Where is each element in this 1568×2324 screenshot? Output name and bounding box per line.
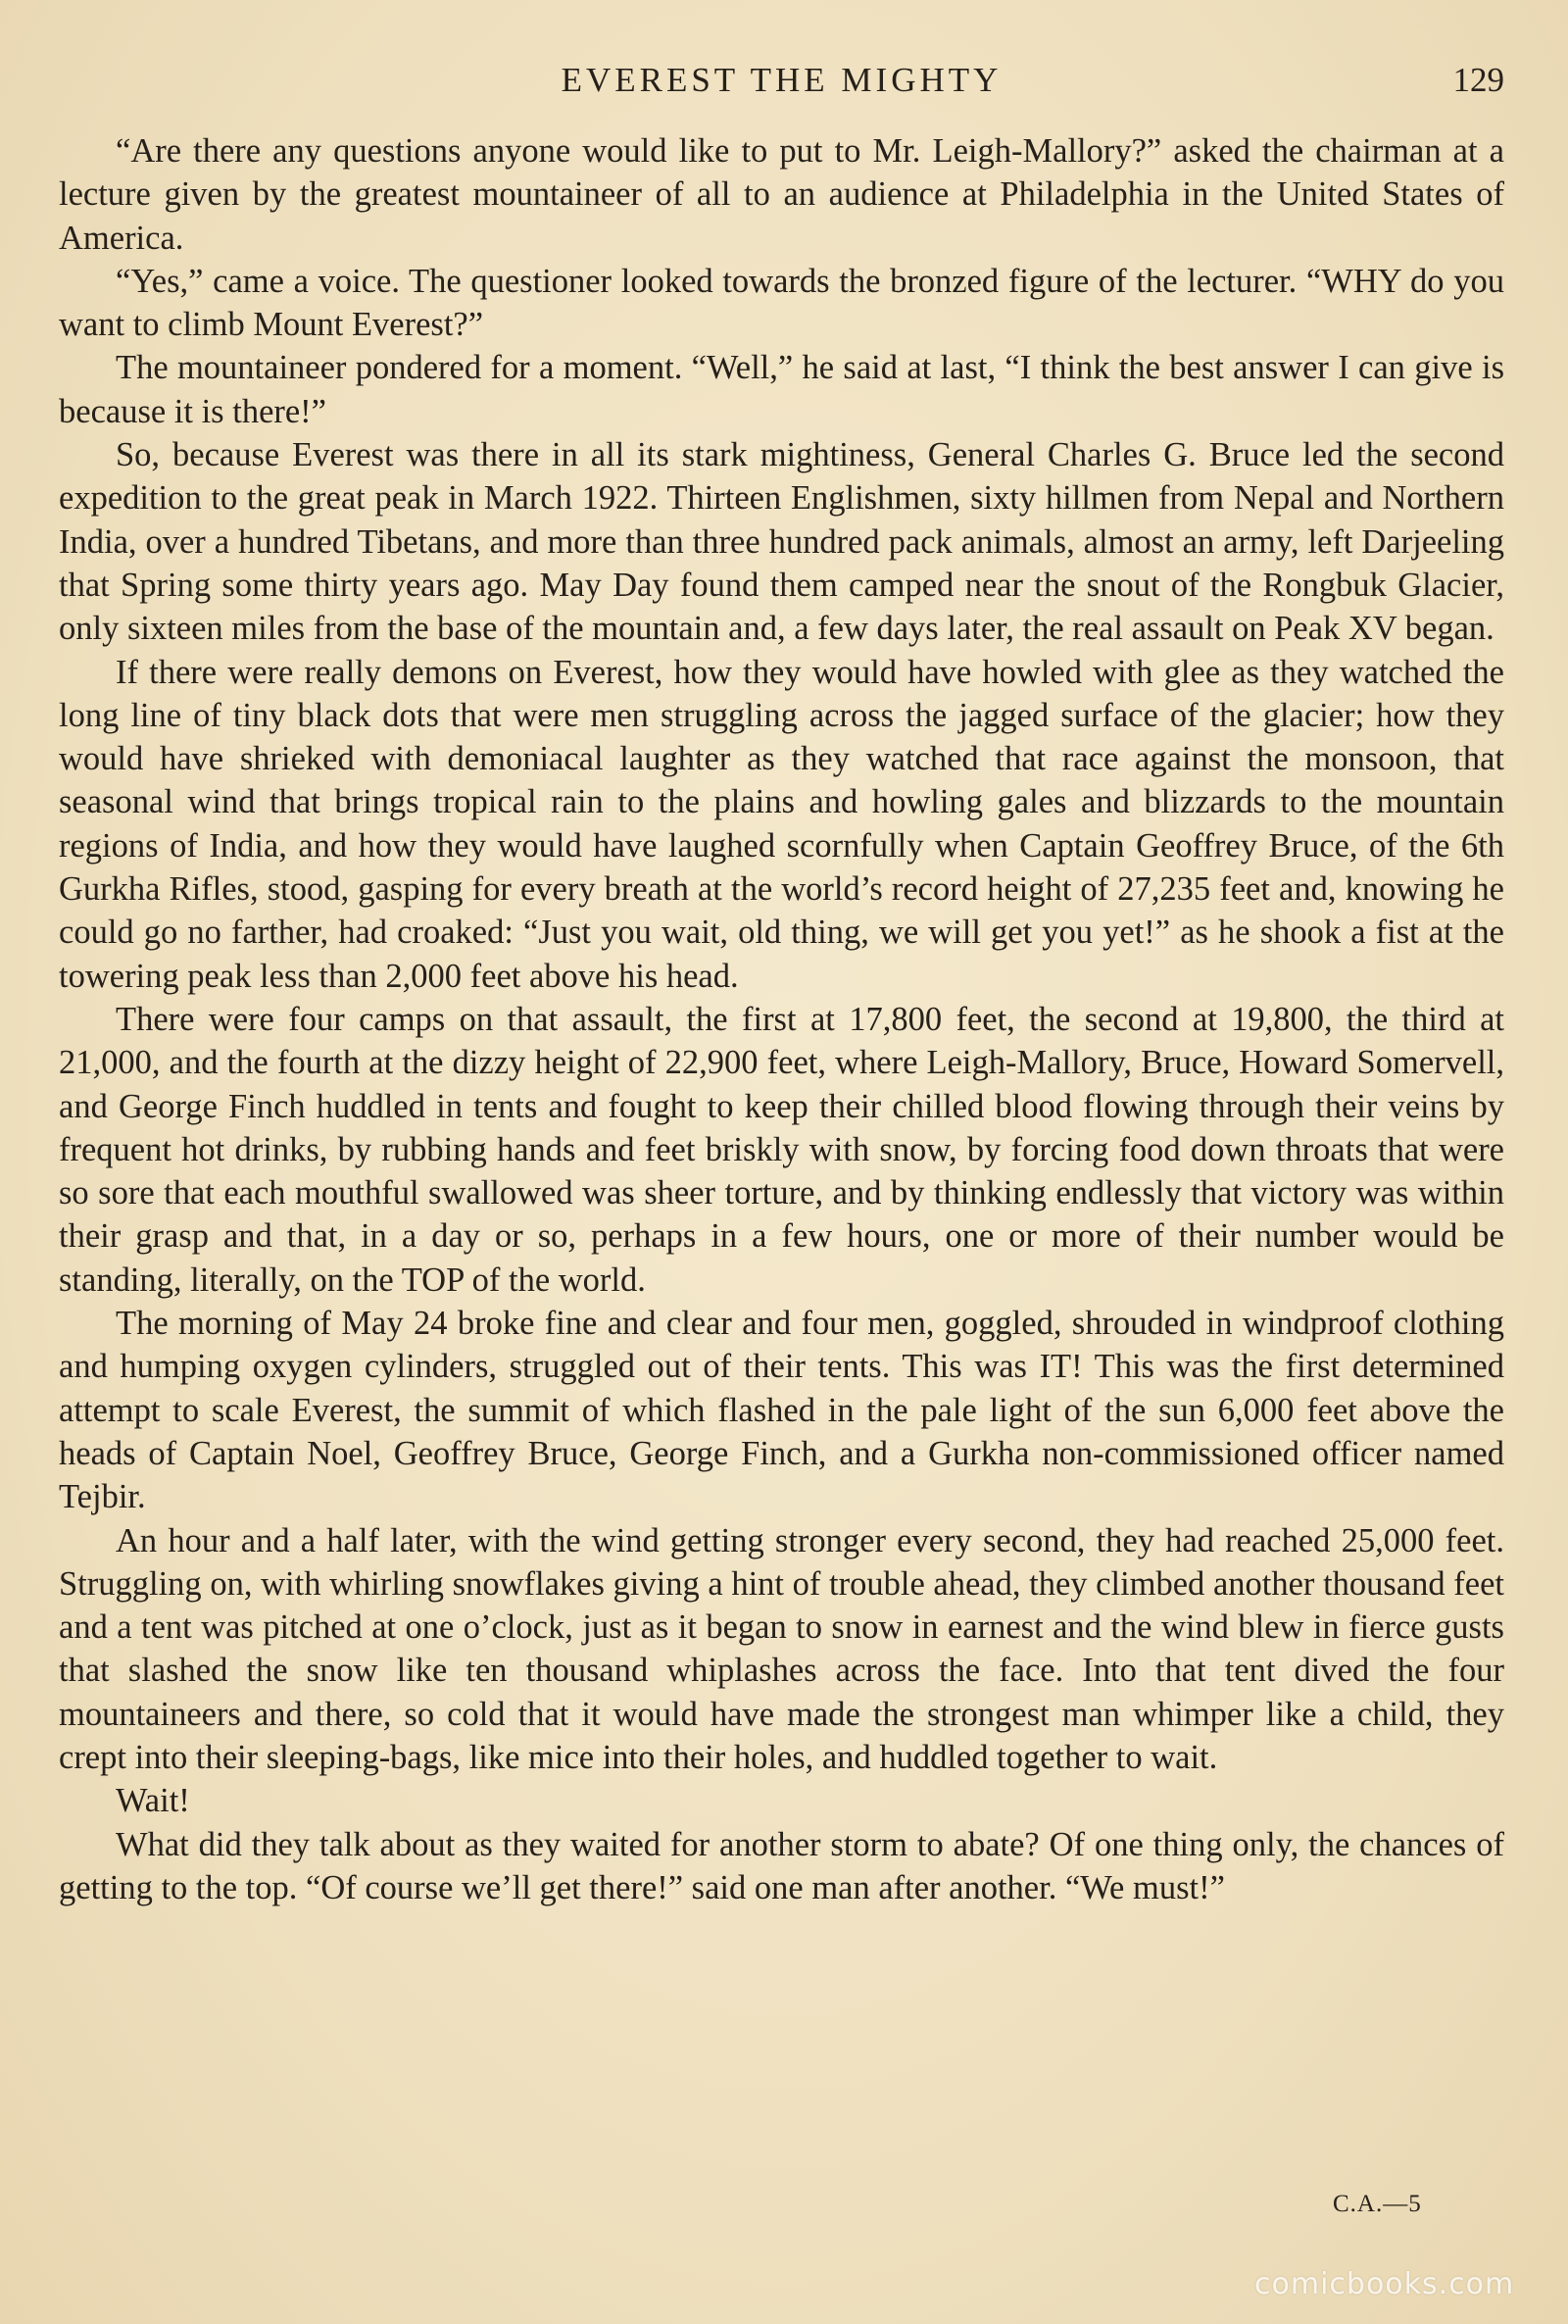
body-text	[59, 129, 1504, 1909]
paragraph: So, because Everest was there in all its stark mightiness, General Charles G. Bruce led the second expedition to the great peak in March 1922. Thirteen Englishmen, sixty hillmen from Nepal and Northern India, over a hundred Tibetans, and more than three hundred pack animals, almost an army, left Darjeeling that Spring some thirty years ago. May Day found them camped near the snout of the Rongbuk Glacier, only sixteen miles from the base of the mountain and, a few days later, the real assault on Peak XV began.	[59, 436, 1504, 648]
paragraph: If there were really demons on Everest, how they would have howled with glee as they watched the long line of tiny black dots that were men struggling across the jagged surface of the glacier; how they would have shrieked with demoniacal laughter as they watched that race against the monsoon, that seasonal wind that brings tropical rain to the plains and howling gales and blizzards to the mountain regions of India, and how they would have laughed scornfully when Captain Geoffrey Bruce, of the 6th Gurkha Rifles, stood, gasping for every breath at the world’s record height of 27,235 feet and, knowing he could go no farther, had croaked: “Just you wait, old thing, we will get you yet!” as he shook a fist at the towering peak less than 2,000 feet above his head.	[59, 653, 1504, 995]
watermark: comicbooks.com	[1254, 2267, 1515, 2301]
page-number: 129	[1452, 61, 1504, 99]
paragraph: “Are there any questions anyone would like to put to Mr. Leigh-Mallory?” asked the chairman at a lecture given by the greatest mountaineer of all to an audience at Philadelphia in the United States of America.	[59, 132, 1504, 257]
running-title: EVEREST THE MIGHTY	[561, 61, 1003, 99]
paragraph: The morning of May 24 broke fine and clear and four men, goggled, shrouded in windproof clothing and humping oxygen cylinders, struggled out of their tents. This was IT! This was the first determined attempt to scale Everest, the summit of which flashed in the pale light of the sun 6,000 feet above the heads of Captain Noel, Geoffrey Bruce, George Finch, and a Gurkha non-commissioned officer named Tejbir.	[59, 1305, 1504, 1516]
paragraph: The mountaineer pondered for a moment. “Well,” he said at last, “I think the best answer I can give is because it is there!”	[59, 349, 1504, 430]
paragraph: What did they talk about as they waited for another storm to abate? Of one thing only, the chances of getting to the top. “Of course we’ll get there!” said one man after another. “We must!”	[59, 1825, 1504, 1906]
paragraph: Wait!	[116, 1782, 190, 1820]
paragraph: There were four camps on that assault, the first at 17,800 feet, the second at 19,800, the third at 21,000, and the fourth at the dizzy height of 22,900 feet, where Leigh-Mallory, Bruce, Howard Somervell, and George Finch huddled in tents and fought to keep their chilled blood flowing through their veins by frequent hot drinks, by rubbing hands and feet briskly with snow, by forcing food down throats that were so sore that each mouthful swallowed was sheer torture, and by thinking endlessly that victory was within their grasp and that, in a day or so, perhaps in a few hours, one or more of their number would be standing, literally, on the TOP of the world.	[59, 1000, 1504, 1299]
signature-mark: C.A.—5	[1333, 2191, 1422, 2217]
paragraph: An hour and a half later, with the wind getting stronger every second, they had reached 25,000 feet. Struggling on, with whirling snowflakes giving a hint of trouble ahead, they climbed another thousand feet and a tent was pitched at one o’clock, just as it began to snow in earnest and the wind blew in fierce gusts that slashed the snow like ten thousand whiplashes across the face. Into that tent dived the four mountaineers and there, so cold that it would have made the strongest man whimper like a child, they crept into their sleeping-bags, like mice into their holes, and huddled together to wait.	[59, 1521, 1504, 1776]
paragraph: “Yes,” came a voice. The questioner looked towards the bronzed figure of the lecturer. “WHY do you want to climb Mount Everest?”	[59, 262, 1504, 344]
running-head	[59, 61, 1504, 104]
